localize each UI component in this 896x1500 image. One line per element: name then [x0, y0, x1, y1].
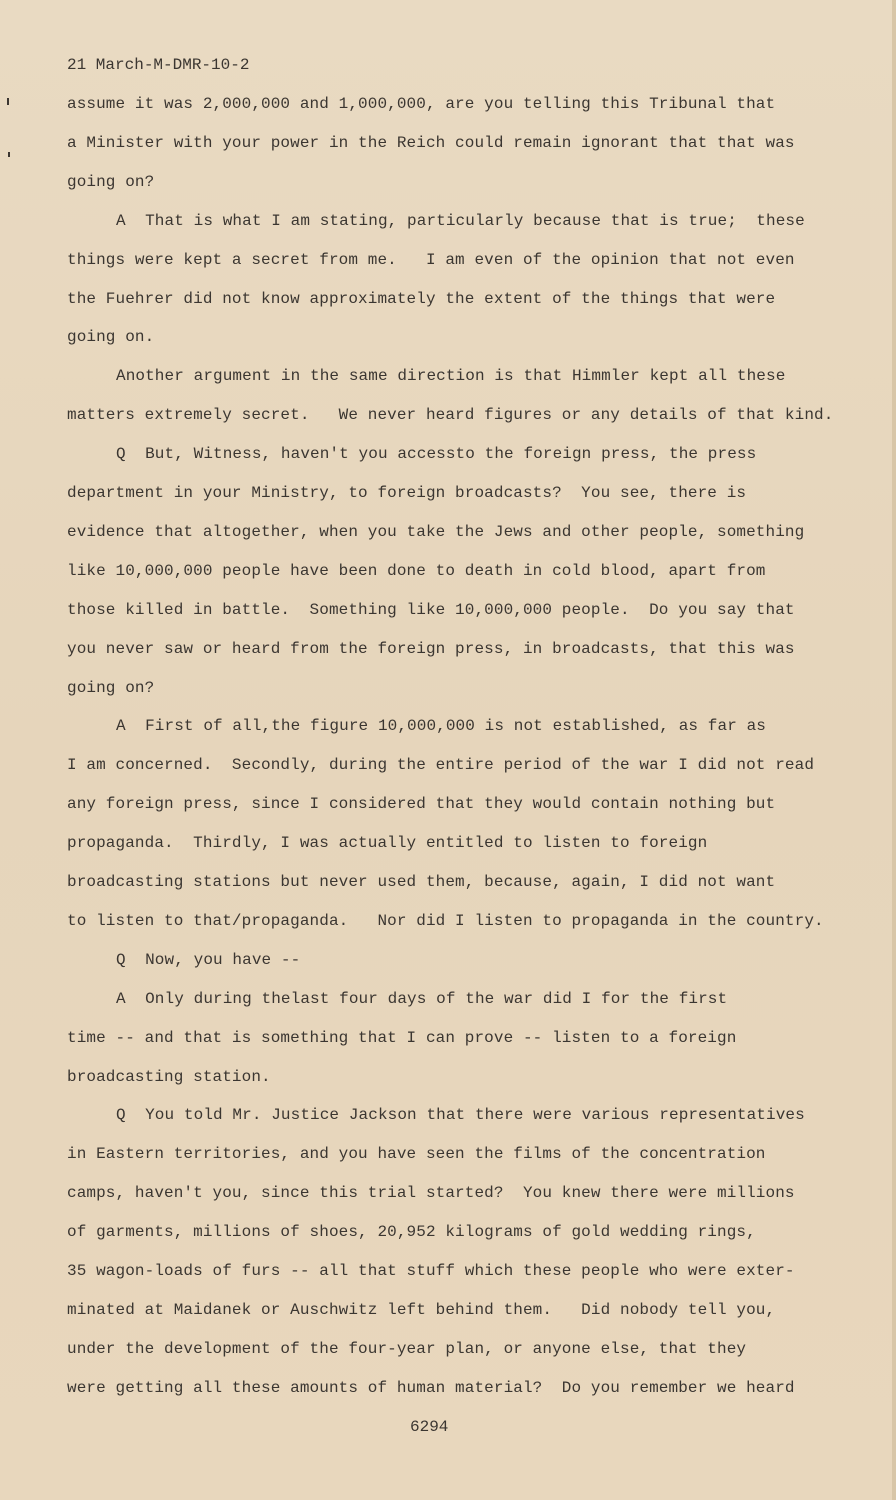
text-line: to listen to that/propaganda. Nor did I listen to propaganda in the country.: [67, 911, 824, 930]
text-line: A First of all,the figure 10,000,000 is not established, as far as: [116, 717, 767, 736]
page-edge: [892, 0, 896, 1500]
text-line: things were kept a secret from me. I am even of the opinion that not even: [67, 250, 795, 269]
text-line: broadcasting stations but never used them, because, again, I did not want: [67, 873, 776, 891]
text-line: assume it was 2,000,000 and 1,000,000, are you telling this Tribunal that: [67, 95, 776, 113]
text-line: matters extremely secret. We never heard figures or any details of that kind.: [67, 406, 834, 425]
text-line: any foreign press, since I considered that they would contain nothing but: [67, 795, 776, 814]
text-line: the Fuehrer did not know approximately the extent of the things that were: [67, 289, 776, 308]
text-line: I am concerned. Secondly, during the entire period of the war I did not read: [67, 756, 815, 775]
text-line: Q Now, you have --: [116, 950, 301, 969]
text-line: A That is what I am stating, particularly because that is true; these: [116, 211, 805, 230]
text-line: going on.: [67, 328, 155, 347]
document-header: 21 March-M-DMR-10-2: [67, 56, 250, 74]
text-line: under the development of the four-year plan, or anyone else, that they: [67, 1339, 747, 1358]
text-line: you never saw or heard from the foreign press, in broadcasts, that this was: [67, 639, 795, 658]
text-line: minated at Maidanek or Auschwitz left behind them. Did nobody tell you,: [67, 1300, 776, 1319]
text-line: propaganda. Thirdly, I was actually entitled to listen to foreign: [67, 834, 708, 853]
text-line: those killed in battle. Something like 10,000,000 people. Do you say that: [67, 600, 795, 619]
text-line: Q You told Mr. Justice Jackson that there were various representatives: [116, 1106, 805, 1125]
text-line: going on?: [67, 678, 155, 697]
margin-mark: [8, 152, 10, 157]
text-line: A Only during thelast four days of the war did I for the first: [116, 989, 728, 1008]
text-line: Another argument in the same direction is that Himmler kept all these: [116, 367, 786, 386]
page-number: 6294: [410, 1418, 449, 1436]
text-line: 35 wagon-loads of furs -- all that stuff which these people who were exter-: [67, 1262, 795, 1280]
text-line: a Minister with your power in the Reich could remain ignorant that that was: [67, 133, 795, 152]
text-line: camps, haven't you, since this trial started? You knew there were millions: [67, 1184, 795, 1203]
text-line: going on?: [67, 172, 155, 191]
text-line: in Eastern territories, and you have seen the films of the concentration: [67, 1145, 766, 1164]
text-line: department in your Ministry, to foreign broadcasts? You see, there is: [67, 484, 747, 502]
text-line: broadcasting station.: [67, 1067, 271, 1086]
text-line: of garments, millions of shoes, 20,952 kilograms of gold wedding rings,: [67, 1223, 756, 1242]
margin-mark: [7, 98, 9, 105]
text-line: time -- and that is something that I can prove -- listen to a foreign: [67, 1028, 737, 1047]
text-line: were getting all these amounts of human material? Do you remember we heard: [67, 1378, 795, 1397]
text-line: evidence that altogether, when you take the Jews and other people, something: [67, 522, 805, 541]
text-line: like 10,000,000 people have been done to death in cold blood, apart from: [67, 561, 766, 580]
text-line: Q But, Witness, haven't you accessto the foreign press, the press: [116, 445, 757, 464]
